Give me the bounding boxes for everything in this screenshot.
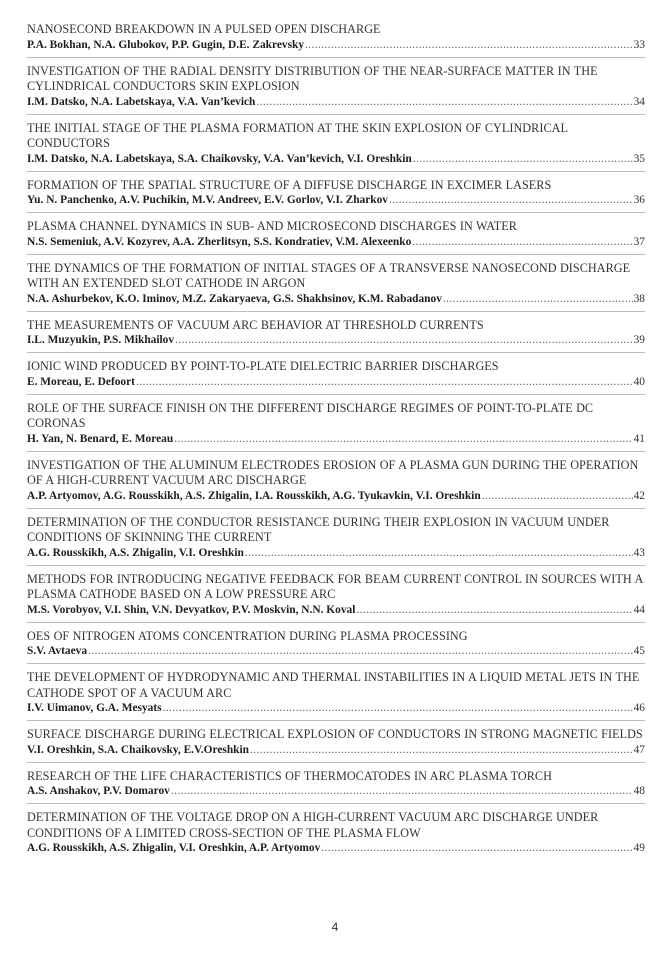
entry-page-number[interactable]: 41 <box>633 432 645 445</box>
entry-authors: V.I. Oreshkin, S.A. Chaikovsky, E.V.Oreshkin <box>27 743 249 756</box>
entry-page-number[interactable]: 44 <box>633 603 645 616</box>
entry-page-number[interactable]: 39 <box>633 334 645 346</box>
page-number-footer: 4 <box>331 920 339 934</box>
dot-leader <box>88 644 633 659</box>
dot-leader <box>412 235 632 250</box>
dot-leader <box>256 95 632 110</box>
entry-authors: P.A. Bokhan, N.A. Glubokov, P.P. Gugin, D.E. Zakrevsky <box>27 38 305 51</box>
dot-leader <box>443 292 633 307</box>
toc-entry[interactable] <box>27 64 645 115</box>
entry-title: IONIC WIND PRODUCED BY POINT-TO-PLATE DIELECTRIC BARRIER DISCHARGES <box>27 359 499 373</box>
entry-page-number[interactable]: 42 <box>633 489 645 502</box>
entry-title: THE MEASUREMENTS OF VACUUM ARC BEHAVIOR AT THRESHOLD CURRENTS <box>27 317 484 332</box>
entry-authors: H. Yan, N. Benard, E. Moreau <box>27 432 174 445</box>
toc-entry[interactable] <box>27 670 645 721</box>
dot-leader <box>356 603 632 618</box>
toc-entry[interactable] <box>27 22 645 58</box>
entry-authors: A.S. Anshakov, P.V. Domarov <box>27 785 170 797</box>
entry-author-line <box>27 841 645 856</box>
toc-entry[interactable] <box>27 515 645 566</box>
dot-leader <box>321 841 632 856</box>
entry-title: DETERMINATION OF THE CONDUCTOR RESISTANCE DURING THEIR EXPLOSION IN VACUUM UNDER CONDITIONS OF SKINNING THE CURRENT <box>27 514 610 544</box>
dot-leader <box>175 333 633 348</box>
toc-entry[interactable] <box>27 178 645 214</box>
entry-author-line <box>27 152 645 167</box>
entry-page-number[interactable]: 33 <box>633 38 645 51</box>
dot-leader <box>250 743 633 758</box>
entry-page-number[interactable]: 48 <box>633 785 645 797</box>
entry-author-line <box>27 489 645 504</box>
toc-entry[interactable] <box>27 629 645 665</box>
entry-author-line <box>27 743 645 758</box>
entry-authors: I.M. Datsko, N.A. Labetskaya, V.A. Van’kevich <box>27 95 256 108</box>
toc-entry[interactable] <box>27 261 645 312</box>
dot-leader <box>245 546 633 561</box>
entry-title: RESEARCH OF THE LIFE CHARACTERISTICS OF THERMOCATODES IN ARC PLASMA TORCH <box>27 768 552 783</box>
entry-author-line <box>27 784 645 799</box>
entry-title: METHODS FOR INTRODUCING NEGATIVE FEEDBACK FOR BEAM CURRENT CONTROL IN SOURCES WITH A PLASMA CATHODE BASED ON A LOW PRESSURE ARC <box>27 571 643 601</box>
entry-authors: A.P. Artyomov, A.G. Rousskikh, A.S. Zhigalin, I.A. Rousskikh, A.G. Tyukavkin, V.I. Oreshkin <box>27 489 481 502</box>
entry-authors: A.G. Rousskikh, A.S. Zhigalin, V.I. Oreshkin <box>27 546 244 559</box>
dot-leader <box>482 489 633 504</box>
entry-title: NANOSECOND BREAKDOWN IN A PULSED OPEN DISCHARGE <box>27 22 381 36</box>
entry-page-number[interactable]: 45 <box>633 645 645 657</box>
entry-author-line <box>27 603 645 618</box>
toc-entry[interactable] <box>27 401 645 452</box>
table-of-contents <box>27 22 645 866</box>
entry-authors: N.S. Semeniuk, A.V. Kozyrev, A.A. Zherlitsyn, S.S. Kondratiev, V.M. Alexeenko <box>27 235 412 248</box>
entry-page-number[interactable]: 37 <box>633 235 645 248</box>
entry-title: DETERMINATION OF THE VOLTAGE DROP ON A HIGH-CURRENT VACUUM ARC DISCHARGE UNDER CONDITIONS OF A LIMITED CROSS-SECTION OF THE PLASMA FLOW <box>27 810 599 840</box>
toc-entry[interactable] <box>27 572 645 623</box>
entry-authors: I.V. Uimanov, G.A. Mesyats <box>27 702 162 714</box>
entry-title: SURFACE DISCHARGE DURING ELECTRICAL EXPLOSION OF CONDUCTORS IN STRONG MAGNETIC FIELDS <box>27 727 643 741</box>
dot-leader <box>171 784 633 799</box>
entry-authors: Yu. N. Panchenko, A.V. Puchikin, M.V. Andreev, E.V. Gorlov, V.I. Zharkov <box>27 194 389 206</box>
dot-leader <box>163 701 633 716</box>
entry-author-line <box>27 95 645 110</box>
entry-page-number[interactable]: 36 <box>633 194 645 206</box>
entry-page-number[interactable]: 46 <box>633 702 645 714</box>
entry-authors: I.M. Datsko, N.A. Labetskaya, S.A. Chaikovsky, V.A. Van’kevich, V.I. Oreshkin <box>27 152 412 165</box>
entry-author-line <box>27 333 645 348</box>
entry-page-number[interactable]: 47 <box>633 743 645 756</box>
dot-leader <box>174 432 632 447</box>
entry-author-line <box>27 235 645 250</box>
entry-authors: N.A. Ashurbekov, K.O. Iminov, M.Z. Zakaryaeva, G.S. Shakhsinov, K.M. Rabadanov <box>27 292 442 305</box>
entry-title: ROLE OF THE SURFACE FINISH ON THE DIFFERENT DISCHARGE REGIMES OF POINT-TO-PLATE DC CORONAS <box>27 400 594 430</box>
entry-title: FORMATION OF THE SPATIAL STRUCTURE OF A DIFFUSE DISCHARGE IN EXCIMER LASERS <box>27 177 552 192</box>
dot-leader <box>136 375 633 390</box>
entry-authors: S.V. Avtaeva <box>27 645 88 657</box>
toc-entry[interactable] <box>27 121 645 172</box>
entry-title: THE DYNAMICS OF THE FORMATION OF INITIAL STAGES OF A TRANSVERSE NANOSECOND DISCHARGE WITH AN EXTENDED SLOT CATHODE IN ARGON <box>27 260 631 290</box>
entry-title: INVESTIGATION OF THE RADIAL DENSITY DISTRIBUTION OF THE NEAR-SURFACE MATTER IN THE CYLINDRICAL CONDUCTORS SKIN EXPLOSION <box>27 63 598 93</box>
dot-leader <box>413 152 633 167</box>
entry-author-line <box>27 375 645 390</box>
entry-page-number[interactable]: 35 <box>633 152 645 165</box>
toc-entry[interactable] <box>27 219 645 255</box>
entry-page-number[interactable]: 34 <box>633 95 645 108</box>
toc-entry[interactable] <box>27 810 645 860</box>
entry-page-number[interactable]: 49 <box>633 842 645 854</box>
entry-author-line <box>27 193 645 208</box>
toc-entry[interactable] <box>27 727 645 763</box>
entry-author-line <box>27 644 645 659</box>
entry-author-line <box>27 38 645 53</box>
entry-author-line <box>27 432 645 447</box>
toc-entry[interactable] <box>27 458 645 509</box>
entry-author-line <box>27 292 645 307</box>
entry-authors: A.G. Rousskikh, A.S. Zhigalin, V.I. Oreshkin, A.P. Artyomov <box>27 842 321 854</box>
entry-authors: I.L. Muzyukin, P.S. Mikhailov <box>27 334 175 346</box>
dot-leader <box>305 38 633 53</box>
entry-authors: E. Moreau, E. Defoort <box>27 375 135 388</box>
entry-title: PLASMA CHANNEL DYNAMICS IN SUB- AND MICROSECOND DISCHARGES IN WATER <box>27 219 517 233</box>
entry-authors: M.S. Vorobyov, V.I. Shin, V.N. Devyatkov, P.V. Moskvin, N.N. Koval <box>27 603 356 616</box>
entry-author-line <box>27 701 645 716</box>
entry-page-number[interactable]: 38 <box>633 292 645 305</box>
toc-entry[interactable] <box>27 318 645 354</box>
dot-leader <box>389 193 633 208</box>
entry-title: THE DEVELOPMENT OF HYDRODYNAMIC AND THERMAL INSTABILITIES IN A LIQUID METAL JETS IN THE CATHODE SPOT OF A VACUUM ARC <box>27 670 640 700</box>
entry-page-number[interactable]: 43 <box>633 546 645 559</box>
entry-title: INVESTIGATION OF THE ALUMINUM ELECTRODES EROSION OF A PLASMA GUN DURING THE OPERATION OF A HIGH-CURRENT VACUUM ARC DISCHARGE <box>27 457 639 487</box>
entry-author-line <box>27 546 645 561</box>
toc-entry[interactable] <box>27 769 645 805</box>
entry-title: OES OF NITROGEN ATOMS CONCENTRATION DURING PLASMA PROCESSING <box>27 628 468 643</box>
entry-title: THE INITIAL STAGE OF THE PLASMA FORMATION AT THE SKIN EXPLOSION OF CYLINDRICAL CONDUCTORS <box>27 120 568 150</box>
toc-entry[interactable] <box>27 359 645 395</box>
entry-page-number[interactable]: 40 <box>633 375 645 388</box>
